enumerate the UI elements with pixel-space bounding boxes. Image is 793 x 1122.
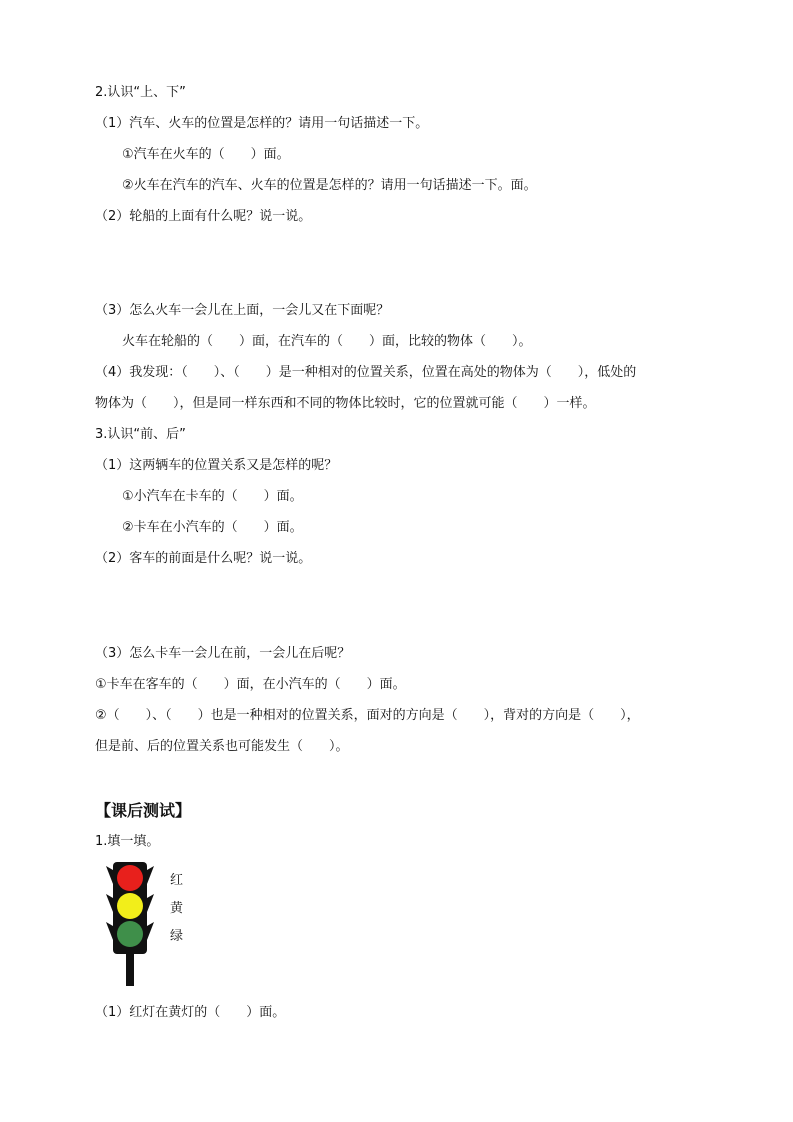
green-light-lamp bbox=[117, 921, 143, 947]
label-yellow: 黄 bbox=[170, 901, 184, 916]
section2-question-3-a: 火车在轮船的（ ）面，在汽车的（ ）面，比较的物体（ ）。 bbox=[122, 334, 532, 349]
section2-question-4-line2: 物体为（ ），但是同一样东西和不同的物体比较时，它的位置就可能（ ）一样。 bbox=[95, 396, 596, 411]
test-question-1-sub-1: （1）红灯在黄灯的（ ）面。 bbox=[95, 1005, 286, 1020]
section3-title: 3.认识“前、后” bbox=[95, 427, 186, 442]
yellow-light-lamp bbox=[117, 893, 143, 919]
traffic-light-image bbox=[104, 860, 156, 988]
section2-question-1-b: ②火车在汽车的汽车、火车的位置是怎样的？请用一句话描述一下。面。 bbox=[122, 178, 537, 193]
section3-question-3-b: ②（ ）、（ ）也是一种相对的位置关系，面对的方向是（ ），背对的方向是（ ）， bbox=[95, 708, 640, 723]
section3-question-3-c: 但是前、后的位置关系也可能发生（ ）。 bbox=[95, 739, 349, 754]
post-class-test-heading: 【课后测试】 bbox=[95, 801, 192, 820]
test-question-1-title: 1.填一填。 bbox=[95, 834, 160, 849]
section2-title: 2.认识“上、下” bbox=[95, 85, 186, 100]
section3-question-3: （3）怎么卡车一会儿在前，一会儿在后呢？ bbox=[95, 646, 351, 661]
section3-question-1: （1）这两辆车的位置关系又是怎样的呢？ bbox=[95, 458, 338, 473]
section2-question-2: （2）轮船的上面有什么呢？说一说。 bbox=[95, 209, 312, 224]
section3-question-1-a: ①小汽车在卡车的（ ）面。 bbox=[122, 489, 303, 504]
red-light-lamp bbox=[117, 865, 143, 891]
section2-question-1: （1）汽车、火车的位置是怎样的？请用一句话描述一下。 bbox=[95, 116, 429, 131]
label-red: 红 bbox=[170, 873, 184, 888]
section3-question-1-b: ②卡车在小汽车的（ ）面。 bbox=[122, 520, 303, 535]
section2-question-3: （3）怎么火车一会儿在上面，一会儿又在下面呢？ bbox=[95, 303, 390, 318]
section2-question-1-a: ①汽车在火车的（ ）面。 bbox=[122, 147, 290, 162]
section3-question-2: （2）客车的前面是什么呢？说一说。 bbox=[95, 551, 312, 566]
label-green: 绿 bbox=[170, 929, 184, 944]
section2-question-4-line1: （4）我发现：（ ）、（ ）是一种相对的位置关系，位置在高处的物体为（ ），低处的 bbox=[95, 365, 637, 380]
section3-question-3-a: ①卡车在客车的（ ）面，在小汽车的（ ）面。 bbox=[95, 677, 406, 692]
